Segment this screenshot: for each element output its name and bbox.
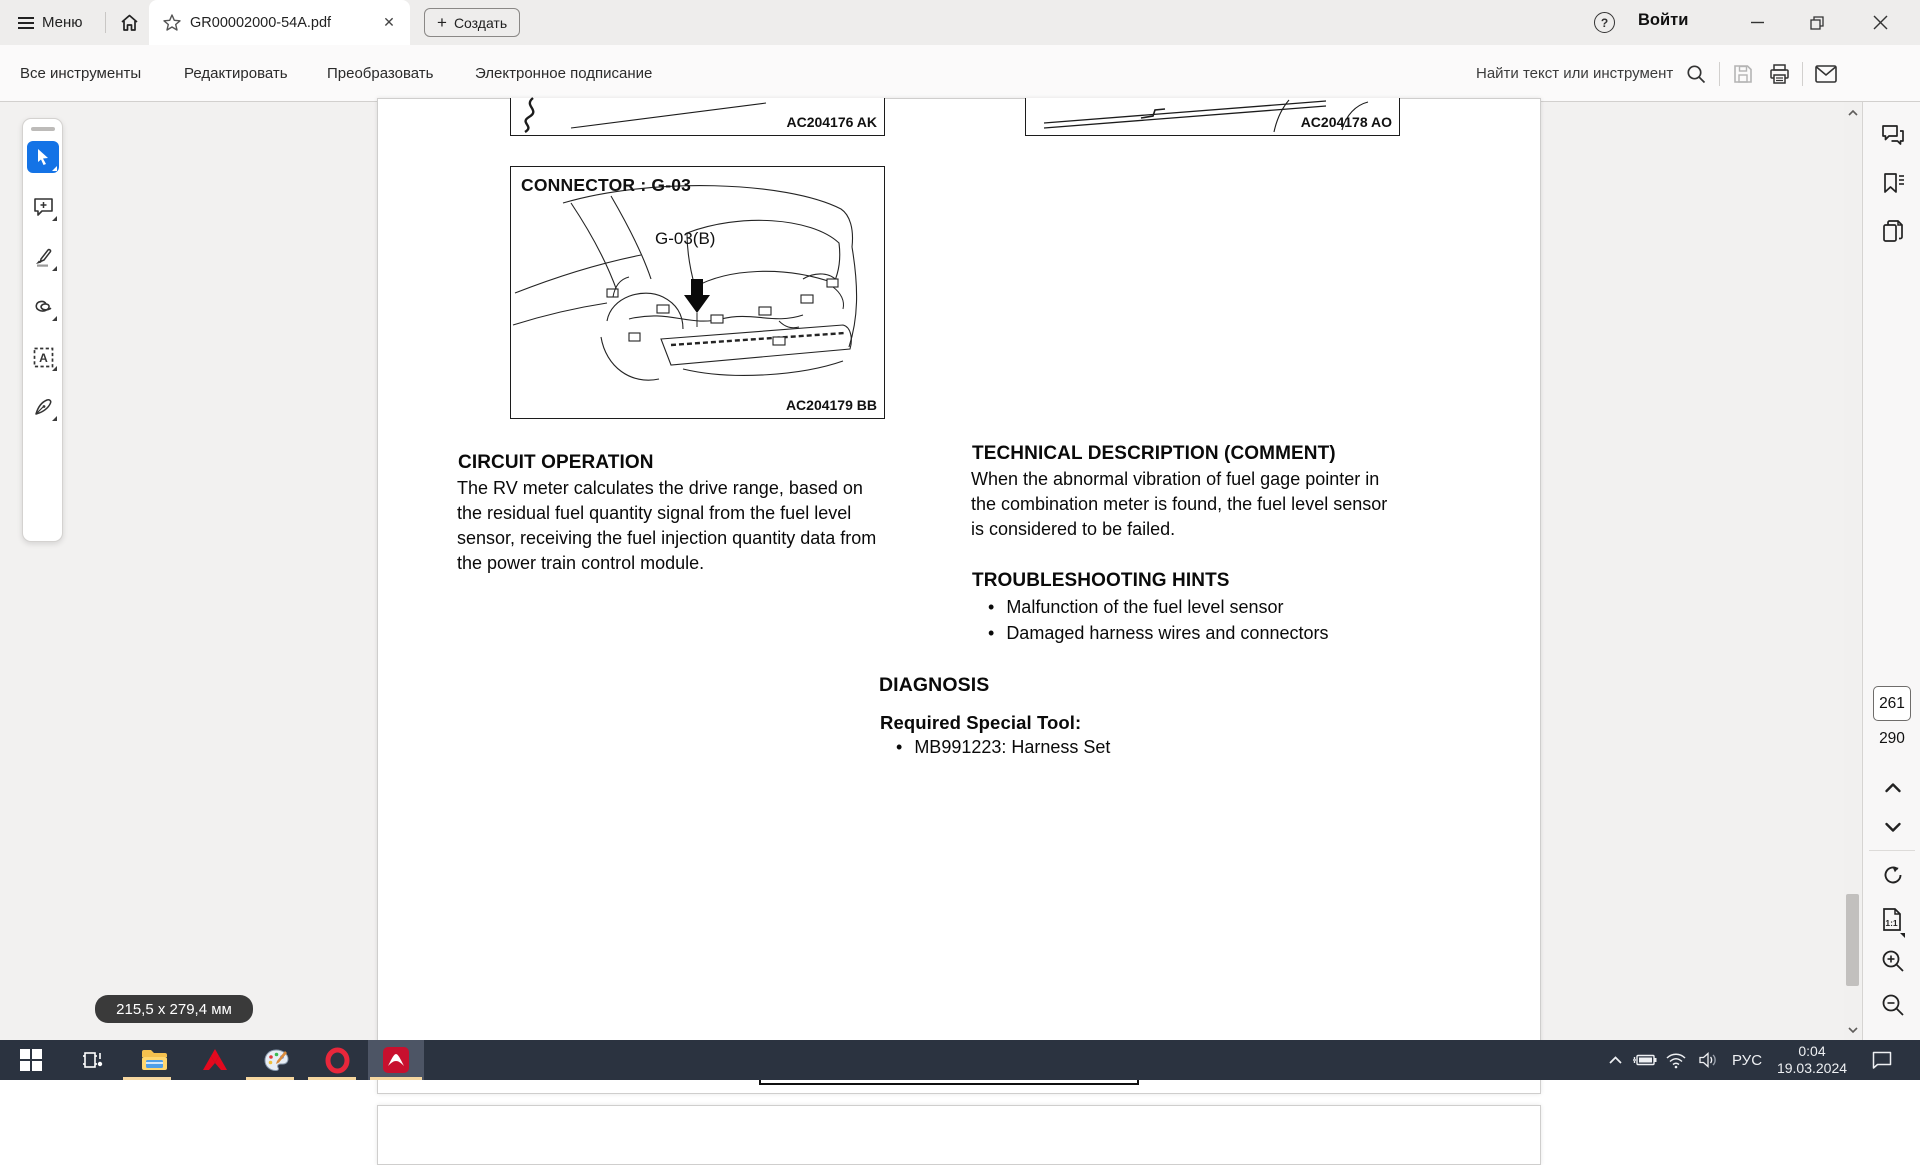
lasso-draw-icon [33, 299, 53, 315]
circuit-operation-heading: CIRCUIT OPERATION [458, 452, 654, 473]
running-indicator [246, 1077, 294, 1080]
running-indicator [308, 1077, 356, 1080]
start-button[interactable] [8, 1040, 54, 1080]
running-indicator [370, 1077, 422, 1080]
draw-tool-button[interactable] [27, 291, 59, 323]
create-button[interactable] [424, 8, 520, 37]
troubleshooting-heading: TROUBLESHOOTING HINTS [972, 570, 1230, 591]
file-explorer-button[interactable] [131, 1040, 177, 1080]
language-indicator[interactable]: РУС [1732, 1051, 1763, 1069]
required-tool-bullet: • MB991223: Harness Set [896, 737, 1110, 758]
select-tool-button[interactable] [27, 141, 59, 173]
main-toolbar [0, 45, 1920, 102]
search-placeholder: Найти текст или инструмент [1476, 65, 1674, 82]
dropdown-caret [52, 266, 57, 271]
dropdown-caret [52, 166, 57, 171]
fill-sign-tool-button[interactable] [27, 391, 59, 423]
figure-ac204178 [1025, 98, 1400, 136]
acrobat-app-button[interactable] [368, 1040, 424, 1080]
quick-tools-palette [22, 118, 63, 542]
search-bar[interactable] [1476, 45, 1839, 102]
document-tab[interactable] [149, 0, 410, 45]
circuit-line-4: the power train control module. [457, 553, 705, 573]
scrollbar-thumb[interactable] [1846, 894, 1859, 986]
highlight-tool-button[interactable] [27, 241, 59, 273]
svg-text:A: A [38, 350, 48, 365]
windows-taskbar [0, 1040, 1920, 1080]
troubleshooting-bullet-2: • Damaged harness wires and connectors [988, 623, 1328, 644]
connector-callout: G-03(B) [655, 229, 716, 248]
window-minimize-button[interactable] [1735, 0, 1779, 45]
document-area[interactable] [0, 102, 1920, 1040]
page-size-badge: 215,5 x 279,4 мм [95, 995, 253, 1023]
create-label: Создать [453, 14, 508, 31]
dropdown-caret [52, 216, 57, 221]
zoom-in-button[interactable] [1880, 948, 1906, 974]
email-button[interactable] [1813, 61, 1839, 87]
previous-page-button[interactable] [1880, 774, 1906, 800]
circuit-line-1: The RV meter calculates the drive range, based on [457, 478, 863, 498]
bookmark-icon [1882, 172, 1905, 194]
restore-icon [1810, 16, 1824, 30]
window-close-button[interactable] [1858, 0, 1902, 45]
edit-button[interactable]: Редактировать [184, 65, 288, 82]
chevron-up-icon [1609, 1056, 1622, 1064]
tab-close-icon[interactable]: ✕ [383, 14, 395, 30]
figure-code: AC204176 AK [786, 114, 877, 130]
save-button[interactable] [1730, 61, 1756, 87]
comment-plus-icon [33, 197, 54, 217]
title-bar [0, 0, 1920, 45]
paint-palette-icon [264, 1049, 289, 1072]
text-box-icon [33, 347, 54, 368]
clock-time: 0:04 [1798, 1043, 1826, 1059]
circuit-line-2: the residual fuel quantity signal from the fuel level [457, 503, 852, 523]
home-button[interactable] [116, 10, 142, 36]
convert-button[interactable]: Преобразовать [327, 65, 434, 82]
car-rear-lineart [511, 167, 882, 416]
cursor-arrow-icon [34, 148, 52, 166]
opera-logo-icon [326, 1049, 349, 1072]
running-indicator [123, 1077, 171, 1080]
menu-button[interactable] [18, 0, 83, 45]
hamburger-icon [18, 16, 34, 30]
chevron-up-icon [1885, 783, 1901, 792]
refresh-view-button[interactable] [1880, 862, 1906, 888]
mitsubishi-app-button[interactable] [192, 1040, 238, 1080]
battery-status[interactable] [1628, 1040, 1660, 1080]
technical-line-3: is considered to be failed. [971, 519, 1176, 539]
add-comment-tool-button[interactable] [27, 191, 59, 223]
plus-icon: + [437, 13, 447, 32]
figure-ac204176 [510, 98, 885, 136]
file-explorer-icon [141, 1049, 167, 1071]
required-tool-subheading: Required Special Tool: [880, 712, 1082, 733]
star-icon[interactable] [163, 14, 181, 31]
window-restore-button[interactable] [1795, 0, 1839, 45]
menu-label: Меню [42, 14, 83, 31]
opera-browser-button[interactable] [314, 1040, 360, 1080]
wifi-status[interactable] [1660, 1040, 1692, 1080]
signin-button[interactable]: Войти [1638, 11, 1689, 29]
circuit-line-3: sensor, receiving the fuel injection quantity data from [457, 528, 877, 548]
current-page-input[interactable]: 261 [1873, 686, 1911, 721]
dropdown-caret [52, 316, 57, 321]
toolbar-divider-2 [1802, 62, 1803, 86]
bookmarks-panel-button[interactable] [1880, 170, 1906, 196]
total-pages-label: 290 [1879, 730, 1905, 747]
tab-title: GR00002000-54A.pdf [190, 14, 332, 31]
esign-button[interactable]: Электронное подписание [475, 65, 653, 82]
troubleshooting-bullet-1: • Malfunction of the fuel level sensor [988, 597, 1283, 618]
action-center-icon [1872, 1051, 1892, 1069]
palette-drag-handle[interactable] [31, 127, 55, 131]
refresh-icon [1882, 864, 1904, 886]
comments-icon [1881, 124, 1905, 146]
diagnosis-heading: DIAGNOSIS [879, 674, 990, 696]
acrobat-logo-icon [383, 1047, 409, 1073]
zoom-in-icon [1881, 949, 1905, 973]
document-scrollbar[interactable] [1844, 102, 1861, 1040]
help-button[interactable]: ? [1594, 12, 1615, 33]
arrow-down-marker [684, 279, 710, 313]
tray-expand-button[interactable] [1600, 1040, 1630, 1080]
dropdown-caret [52, 416, 57, 421]
zoom-out-icon [1881, 993, 1905, 1017]
all-tools-button[interactable]: Все инструменты [20, 65, 142, 82]
pages-panel-button[interactable] [1880, 218, 1906, 244]
next-page-button[interactable] [1880, 814, 1906, 840]
actual-size-button[interactable] [1880, 905, 1906, 939]
home-icon [120, 14, 139, 32]
windows-logo-icon [20, 1049, 42, 1071]
actual-size-icon [1881, 907, 1905, 937]
clock-date: 19.03.2024 [1776, 1060, 1848, 1076]
add-text-tool-button[interactable] [27, 341, 59, 373]
technical-heading: TECHNICAL DESCRIPTION (COMMENT) [972, 443, 1336, 464]
search-icon[interactable] [1683, 61, 1709, 87]
svg-text:1:1: 1:1 [1885, 918, 1898, 928]
comments-panel-button[interactable] [1880, 122, 1906, 148]
sign-pen-icon [33, 398, 54, 417]
minimize-icon [1751, 16, 1764, 29]
pdf-page-262-top[interactable] [377, 1105, 1541, 1165]
toolbar-divider [1719, 62, 1720, 86]
action-center-button[interactable] [1864, 1040, 1900, 1080]
task-view-icon [82, 1050, 104, 1070]
technical-line-1: When the abnormal vibration of fuel gage pointer in [971, 469, 1380, 489]
titlebar-divider [105, 12, 106, 33]
close-icon [1874, 16, 1887, 29]
scroll-up-icon[interactable] [1844, 104, 1861, 121]
right-side-panel [1862, 102, 1920, 1040]
connector-title: CONNECTOR : G-03 [521, 175, 692, 195]
wifi-icon [1666, 1053, 1686, 1068]
task-view-button[interactable] [70, 1040, 116, 1080]
print-button[interactable] [1766, 61, 1792, 87]
scroll-down-icon[interactable] [1844, 1021, 1861, 1038]
battery-icon [1631, 1053, 1657, 1067]
chevron-down-icon [1885, 823, 1901, 832]
highlighter-icon [33, 247, 53, 267]
figure-code: AC204179 BB [785, 397, 877, 413]
volume-status[interactable] [1692, 1040, 1724, 1080]
taskbar-clock[interactable] [1772, 1043, 1852, 1077]
speaker-icon [1699, 1052, 1718, 1068]
pages-icon [1882, 219, 1904, 243]
paint-app-button[interactable] [253, 1040, 299, 1080]
technical-line-2: the combination meter is found, the fuel level sensor [971, 494, 1388, 514]
figure-connector-g03 [510, 166, 885, 419]
panel-divider [1869, 850, 1915, 851]
dropdown-caret [52, 366, 57, 371]
mitsubishi-logo-icon [203, 1049, 227, 1071]
figure-code: AC204178 AO [1300, 114, 1392, 130]
zoom-out-button[interactable] [1880, 992, 1906, 1018]
